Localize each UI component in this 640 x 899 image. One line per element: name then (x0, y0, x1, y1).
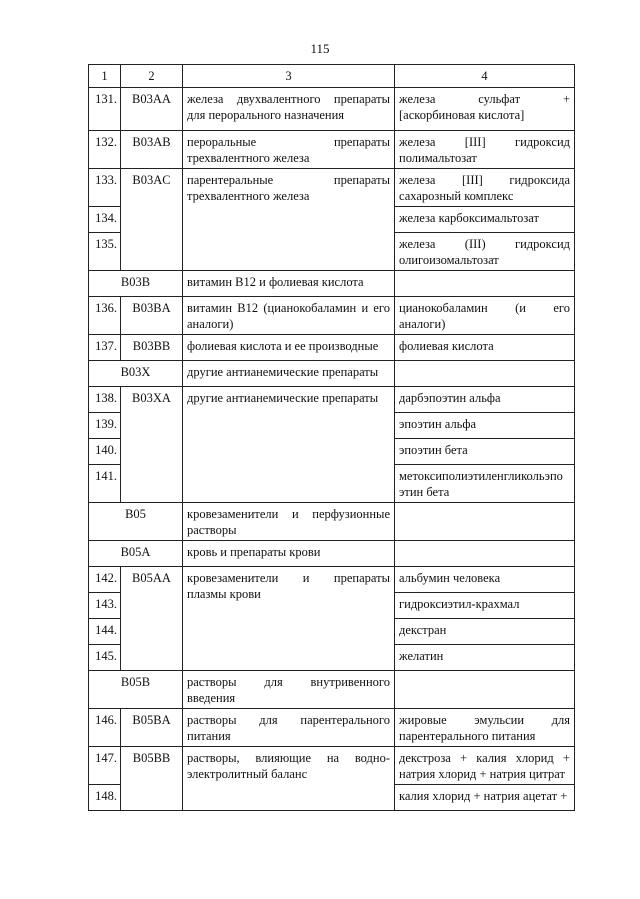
cell-text-line: аналоги) (399, 317, 446, 331)
cell-text-line: альбумин человека (399, 571, 501, 585)
table-row (89, 169, 575, 207)
row-number-cell: 131. (89, 88, 121, 131)
row-number-cell: 133. (89, 169, 121, 207)
cell-text-line: парентерального питания (399, 729, 536, 743)
group-name-cell (183, 387, 395, 503)
cell-text-line: растворы для внутривенного (187, 675, 390, 689)
drug-name-cell (395, 335, 575, 361)
cell-text-line: олигоизомальтозат (399, 253, 499, 267)
table-row (89, 567, 575, 593)
table-header-row (89, 65, 575, 88)
column-header-3: 3 (183, 65, 395, 88)
table-row (89, 387, 575, 413)
cell-text-line: железа двухвалентного препараты (187, 92, 390, 106)
drug-name-cell (395, 567, 575, 593)
row-number-cell: 140. (89, 439, 121, 465)
atc-code-cell: B03BA (121, 297, 183, 335)
drug-name-cell (395, 88, 575, 131)
cell-text-line: калия хлорид + натрия ацетат + (399, 789, 568, 803)
cell-text-line: кровезаменители и препараты (187, 571, 390, 585)
page-number: 115 (310, 41, 330, 56)
table-row (89, 541, 575, 567)
cell-text-line: железа карбоксимальтозат (399, 211, 539, 225)
group-name-cell (183, 169, 395, 271)
group-name-cell (183, 361, 395, 387)
cell-text-line: [аскорбиновая кислота] (399, 108, 525, 122)
cell-text-line: аналоги) (187, 317, 234, 331)
row-number-cell: 145. (89, 645, 121, 671)
atc-code-cell: B03AB (121, 131, 183, 169)
cell-text-line: гидроксиэтил-крахмал (399, 597, 520, 611)
group-name-cell (183, 747, 395, 811)
column-header-4: 4 (395, 65, 575, 88)
table-row (89, 335, 575, 361)
cell-text-line: введения (187, 691, 236, 705)
drug-name-cell (395, 593, 575, 619)
row-number-cell: 139. (89, 413, 121, 439)
table-row (89, 709, 575, 747)
cell-text-line: плазмы крови (187, 587, 261, 601)
table-row (89, 503, 575, 541)
cell-text-line: желатин (399, 649, 444, 663)
cell-text-line: жировые эмульсии для (399, 713, 570, 727)
group-name-cell (183, 671, 395, 709)
cell-text-line: парентеральные препараты (187, 173, 390, 187)
cell-text-line: растворы для парентерального (187, 713, 390, 727)
row-number-cell: 136. (89, 297, 121, 335)
cell-text-line: питания (187, 729, 231, 743)
atc-code-cell: B05AA (121, 567, 183, 671)
cell-text-line: фолиевая кислота (399, 339, 494, 353)
group-code-cell: B05A (89, 541, 183, 567)
table-row (89, 671, 575, 709)
cell-text-line: натрия хлорид + натрия цитрат (399, 767, 565, 781)
row-number-cell: 132. (89, 131, 121, 169)
group-name-cell (183, 567, 395, 671)
cell-text-line: растворы (187, 523, 237, 537)
cell-text-line: электролитный баланс (187, 767, 308, 781)
group-code-cell: B03B (89, 271, 183, 297)
group-name-cell (183, 271, 395, 297)
cell-text-line: эпоэтин альфа (399, 417, 477, 431)
cell-text-line: другие антианемические препараты (187, 365, 379, 379)
drug-name-cell (395, 233, 575, 271)
row-number-cell: 141. (89, 465, 121, 503)
group-name-cell (183, 335, 395, 361)
atc-code-cell: B05BA (121, 709, 183, 747)
cell-text-line: витамин B12 и фолиевая кислота (187, 275, 364, 289)
row-number-cell: 134. (89, 207, 121, 233)
row-number-cell: 138. (89, 387, 121, 413)
drug-name-cell (395, 619, 575, 645)
drug-name-cell (395, 465, 575, 503)
cell-text-line: кровь и препараты крови (187, 545, 321, 559)
drug-name-cell (395, 271, 575, 297)
column-header-2: 2 (121, 65, 183, 88)
group-name-cell (183, 131, 395, 169)
cell-text-line: цианокобаламин (и его (399, 301, 570, 315)
drug-name-cell (395, 169, 575, 207)
drug-classification-table (88, 64, 575, 811)
atc-code-cell: B03XA (121, 387, 183, 503)
drug-name-cell (395, 671, 575, 709)
drug-name-cell (395, 785, 575, 811)
row-number-cell: 143. (89, 593, 121, 619)
cell-text-line: фолиевая кислота и ее производные (187, 339, 379, 353)
row-number-cell: 147. (89, 747, 121, 785)
row-number-cell: 144. (89, 619, 121, 645)
group-name-cell (183, 88, 395, 131)
drug-name-cell (395, 541, 575, 567)
drug-name-cell (395, 747, 575, 785)
atc-code-cell: B03BB (121, 335, 183, 361)
atc-code-cell: B05BB (121, 747, 183, 811)
cell-text-line: другие антианемические препараты (187, 391, 379, 405)
row-number-cell: 148. (89, 785, 121, 811)
drug-name-cell (395, 207, 575, 233)
cell-text-line: железа [III] гидроксид (399, 135, 570, 149)
drug-name-cell (395, 439, 575, 465)
atc-code-cell: B03AA (121, 88, 183, 131)
cell-text-line: железа сульфат + (399, 92, 570, 106)
cell-text-line: этин бета (399, 485, 450, 499)
cell-text-line: метоксиполиэтиленгликольэпо (399, 469, 563, 483)
cell-text-line: трехвалентного железа (187, 151, 310, 165)
cell-text-line: эпоэтин бета (399, 443, 468, 457)
drug-name-cell (395, 709, 575, 747)
cell-text-line: пероральные препараты (187, 135, 390, 149)
table-row (89, 271, 575, 297)
group-name-cell (183, 297, 395, 335)
row-number-cell: 135. (89, 233, 121, 271)
cell-text-line: сахарозный комплекс (399, 189, 514, 203)
cell-text-line: железа [III] гидроксида (399, 173, 570, 187)
cell-text-line: декстран (399, 623, 447, 637)
group-name-cell (183, 541, 395, 567)
drug-name-cell (395, 645, 575, 671)
group-code-cell: B05B (89, 671, 183, 709)
cell-text-line: декстроза + калия хлорид + (399, 751, 570, 765)
cell-text-line: витамин B12 (цианокобаламин и его (187, 301, 390, 315)
table-row (89, 297, 575, 335)
atc-code-cell: B03AC (121, 169, 183, 271)
row-number-cell: 137. (89, 335, 121, 361)
drug-name-cell (395, 503, 575, 541)
group-code-cell: B05 (89, 503, 183, 541)
table-row (89, 131, 575, 169)
table-row (89, 88, 575, 131)
cell-text-line: железа (III) гидроксид (399, 237, 570, 251)
group-name-cell (183, 503, 395, 541)
group-code-cell: B03X (89, 361, 183, 387)
table-row (89, 747, 575, 785)
drug-name-cell (395, 387, 575, 413)
cell-text-line: полимальтозат (399, 151, 477, 165)
cell-text-line: дарбэпоэтин альфа (399, 391, 501, 405)
column-header-1: 1 (89, 65, 121, 88)
cell-text-line: растворы, влияющие на водно- (187, 751, 390, 765)
table-row (89, 361, 575, 387)
group-name-cell (183, 709, 395, 747)
row-number-cell: 142. (89, 567, 121, 593)
cell-text-line: кровезаменители и перфузионные (187, 507, 390, 521)
drug-name-cell (395, 361, 575, 387)
drug-name-cell (395, 413, 575, 439)
cell-text-line: для перорального назначения (187, 108, 345, 122)
drug-name-cell (395, 131, 575, 169)
drug-name-cell (395, 297, 575, 335)
row-number-cell: 146. (89, 709, 121, 747)
cell-text-line: трехвалентного железа (187, 189, 310, 203)
